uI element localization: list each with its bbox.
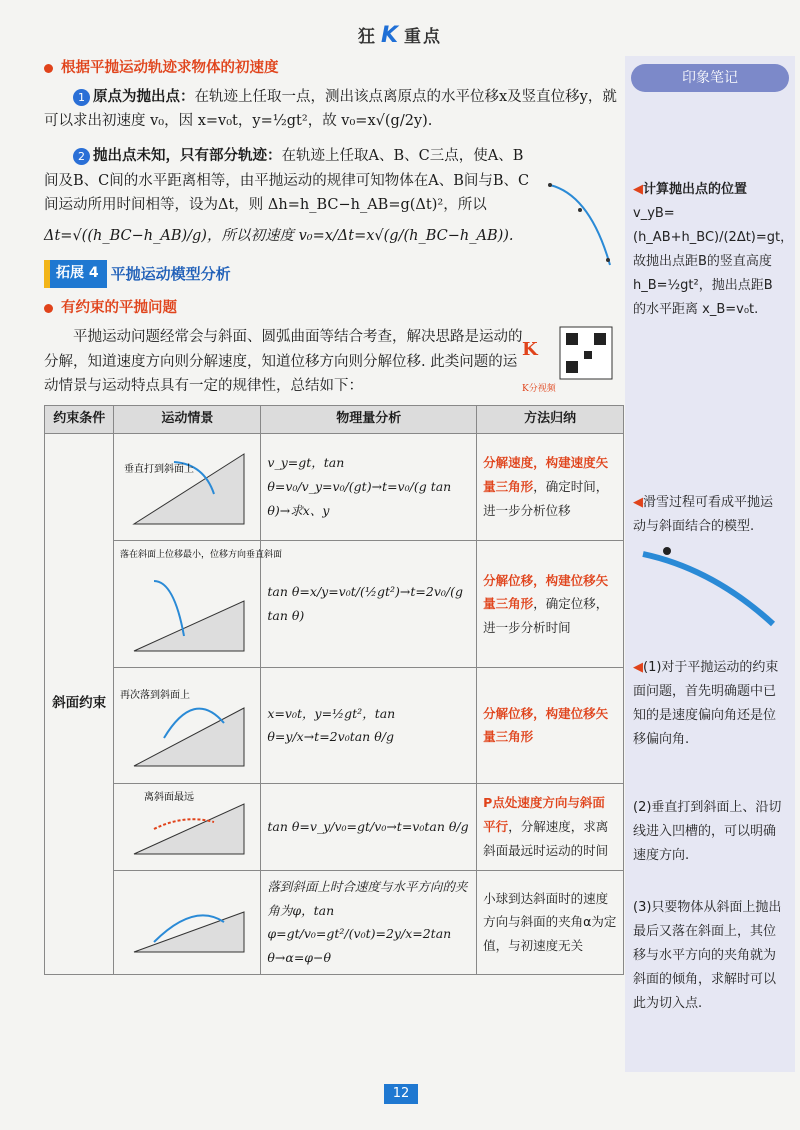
th-constraint: 约束条件 [45,405,114,433]
th-method: 方法归纳 [477,405,624,433]
sidebar-notes [625,56,795,1072]
table-row: 再次落到斜面上 x=v₀t，y=½gt²，tan θ=y/x→t=2v₀tan θ/g 分解位移，构建位移矢量三角形 [45,668,624,783]
note-1: ◀计算抛出点的位置 v_yB=(h_AB+h_BC)/(2Δt)=gt，故抛出点距B的竖直高度 h_B=½gt²，抛出点距B的水平距离 x_B=v₀t. [633,182,794,318]
note-5: (3)只要物体从斜面上抛出最后又落在斜面上，其位移与水平方向的夹角就为斜面的倾角，求解时可以此为切入点. [633,900,782,1012]
note-4: (2)垂直打到斜面上、沿切线进入凹槽的，可以明确速度方向. [633,800,782,864]
svg-text:垂直打到斜面上: 垂直打到斜面上 [124,463,195,475]
qr-code[interactable] [520,325,616,397]
table-row: 斜面约束 垂直打到斜面上 v_y=gt，tan θ=v₀/v_y=v₀/(gt)→t=v₀/(g tan θ)→求x、y 分解速度，构建速度矢量三角形，确定时间，进一步分析位移 [45,433,624,540]
slope-diagram-2 [114,541,283,661]
trajectory-diagram [540,175,620,275]
svg-text:K分视频: K分视频 [522,384,556,394]
note-2: ◀滑雪过程可看成平抛运动与斜面结合的模型. [633,491,783,638]
section-title: 根据平抛运动轨迹求物体的初速度 [44,56,624,81]
svg-text:落在斜面上位移最小，位移方向垂直斜面: 落在斜面上位移最小，位移方向垂直斜面 [120,550,283,561]
table-row: 落在斜面上位移最小，位移方向垂直斜面 tan θ=x/y=v₀t/(½gt²)→t=2v₀/(g tan θ) 分解位移，构建位移矢量三角形，确定位移，进一步分析时间 [45,541,624,668]
svg-text:再次落到斜面上: 再次落到斜面上 [120,690,191,702]
page-number: 12 [384,1084,418,1104]
summary-table [44,405,624,975]
slope-diagram-5 [114,872,260,966]
note-3: ◀(1)对于平抛运动的约束面问题，首先明确题中已知的是速度偏向角还是位移偏向角. [633,660,779,748]
paragraph-2: 2 抛出点未知，只有部分轨迹：在轨迹上任取A、B、C三点，使A、B间及B、C间的水平距离相等，由平抛运动的规律可知物体在A、B间与B、C间运动所用时间相等，设为Δt，则 Δh=h_BC−h_AB=g(Δt)²，所以 [44,147,530,214]
svg-text:K: K [522,339,538,360]
th-analysis: 物理量分析 [261,405,477,433]
notes-header: 印象笔记 [631,64,789,92]
extension-heading: 拓展 4 平抛运动模型分析 [44,260,624,288]
table-row: 落到斜面上时合速度与水平方向的夹角为φ，tan φ=gt/v₀=gt²/(v₀t)=2y/x=2tan θ→α=φ−θ 小球到达斜面时的速度方向与斜面的夹角α为定值，与初速度无关 [45,870,624,974]
paragraph-3: 平抛运动问题经常会与斜面、圆弧曲面等结合考查，解决思路是运动的分解，知道速度方向则分解速度，知道位移方向则分解位移. 此类问题的运动情景与运动特点具有一定的规律性，总结如下： [44,328,523,395]
th-scene: 运动情景 [114,405,261,433]
paragraph-1: 1 原点为抛出点：在轨迹上任取一点，测出该点离原点的水平位移x及竖直位移y，就可以求出初速度 v₀，因 x=v₀t，y=½gt²，故 v₀=x√(g/2y). [44,88,617,130]
section-title-2: 有约束的平抛问题 [44,296,624,321]
constraint-cell: 斜面约束 [45,433,114,974]
svg-text:离斜面最远: 离斜面最远 [144,791,195,803]
slope-diagram-1 [114,434,260,534]
page-header: 狂 K 重点 [357,23,443,48]
ski-diagram [633,539,783,629]
equation: Δt=√((h_BC−h_AB)/g)，所以初速度 v₀=x/Δt=x√(g/(h_BC−h_AB)). [44,227,514,244]
slope-diagram-3 [114,668,260,776]
table-row: 离斜面最远 tan θ=v_y/v₀=gt/v₀→t=v₀tan θ/g P点处速度方向与斜面平行，分解速度，求离斜面最远时运动的时间 [45,783,624,870]
main-content [44,56,624,975]
slope-diagram-4 [114,784,260,864]
